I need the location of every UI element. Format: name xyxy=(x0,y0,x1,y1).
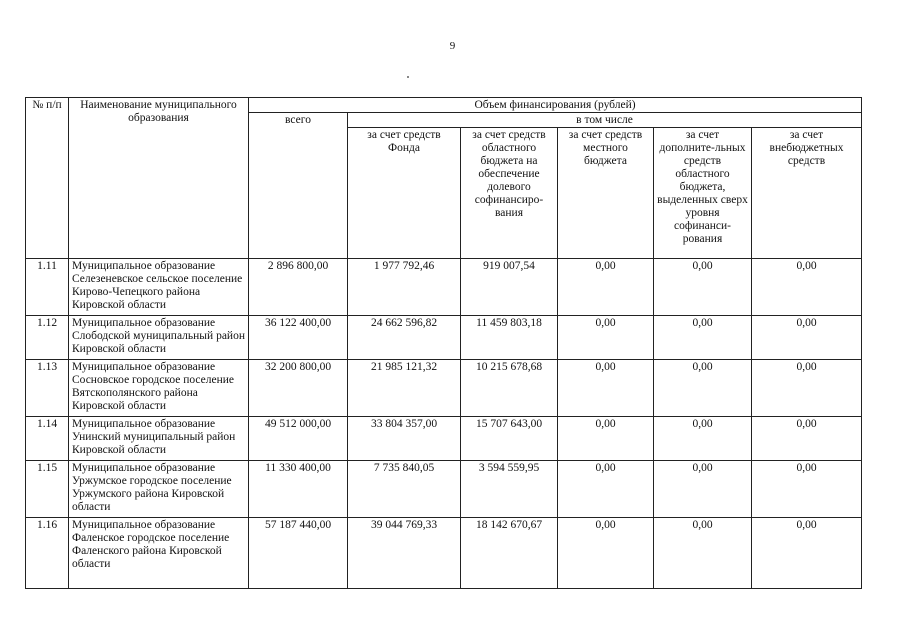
total-value: 2 896 800,00 xyxy=(249,259,348,316)
table-row xyxy=(26,461,862,518)
fund-value: 21 985 121,32 xyxy=(348,360,461,417)
total-value: 36 122 400,00 xyxy=(249,316,348,360)
additional-regional-value: 0,00 xyxy=(654,518,752,589)
regional-cofinancing-value: 3 594 559,95 xyxy=(461,461,558,518)
additional-regional-value: 0,00 xyxy=(654,360,752,417)
local-budget-value: 0,00 xyxy=(558,360,654,417)
header-regional-cofinancing: за счет средств областного бюджета на обеспечение долевого софинансиро-вания xyxy=(461,128,558,259)
local-budget-value: 0,00 xyxy=(558,259,654,316)
regional-cofinancing-value: 10 215 678,68 xyxy=(461,360,558,417)
total-value: 49 512 000,00 xyxy=(249,417,348,461)
local-budget-value: 0,00 xyxy=(558,518,654,589)
header-financing-volume: Объем финансирования (рублей) xyxy=(249,98,862,113)
local-budget-value: 0,00 xyxy=(558,461,654,518)
row-number: 1.15 xyxy=(26,461,69,518)
total-value: 11 330 400,00 xyxy=(249,461,348,518)
header-name: Наименование муниципального образования xyxy=(69,98,249,259)
fund-value: 1 977 792,46 xyxy=(348,259,461,316)
fund-value: 24 662 596,82 xyxy=(348,316,461,360)
table-row xyxy=(26,360,862,417)
regional-cofinancing-value: 15 707 643,00 xyxy=(461,417,558,461)
extrabudgetary-value: 0,00 xyxy=(752,417,862,461)
total-value: 57 187 440,00 xyxy=(249,518,348,589)
extrabudgetary-value: 0,00 xyxy=(752,316,862,360)
header-additional-regional: за счет дополните-льных средств областного бюджета, выделенных сверх уровня софинанси-рования xyxy=(654,128,752,259)
table-row xyxy=(26,316,862,360)
fund-value: 7 735 840,05 xyxy=(348,461,461,518)
additional-regional-value: 0,00 xyxy=(654,316,752,360)
fund-value: 33 804 357,00 xyxy=(348,417,461,461)
municipality-name: Муниципальное образование Фаленское городское поселение Фаленского района Кировской области xyxy=(69,518,249,589)
extrabudgetary-value: 0,00 xyxy=(752,518,862,589)
header-fund: за счет средств Фонда xyxy=(348,128,461,259)
row-number: 1.16 xyxy=(26,518,69,589)
extrabudgetary-value: 0,00 xyxy=(752,461,862,518)
row-number: 1.12 xyxy=(26,316,69,360)
table-row xyxy=(26,417,862,461)
table-row xyxy=(26,518,862,589)
extrabudgetary-value: 0,00 xyxy=(752,259,862,316)
header-number: № п/п xyxy=(26,98,69,259)
regional-cofinancing-value: 11 459 803,18 xyxy=(461,316,558,360)
page-number: 9 xyxy=(449,40,456,52)
municipality-name: Муниципальное образование Унинский муниципальный район Кировской области xyxy=(69,417,249,461)
municipality-name: Муниципальное образование Селезеневское сельское поселение Кирово-Чепецкого района Кировской области xyxy=(69,259,249,316)
regional-cofinancing-value: 919 007,54 xyxy=(461,259,558,316)
table-row xyxy=(26,259,862,316)
scan-speck xyxy=(407,76,409,78)
total-value: 32 200 800,00 xyxy=(249,360,348,417)
row-number: 1.14 xyxy=(26,417,69,461)
header-extrabudgetary: за счет внебюджетных средств xyxy=(752,128,862,259)
additional-regional-value: 0,00 xyxy=(654,417,752,461)
additional-regional-value: 0,00 xyxy=(654,259,752,316)
additional-regional-value: 0,00 xyxy=(654,461,752,518)
regional-cofinancing-value: 18 142 670,67 xyxy=(461,518,558,589)
header-local-budget: за счет средств местного бюджета xyxy=(558,128,654,259)
municipality-name: Муниципальное образование Уржумское городское поселение Уржумского района Кировской области xyxy=(69,461,249,518)
local-budget-value: 0,00 xyxy=(558,417,654,461)
header-including: в том числе xyxy=(348,113,862,128)
header-total: всего xyxy=(249,113,348,259)
municipality-name: Муниципальное образование Сосновское городское поселение Вятскополянского района Кировской области xyxy=(69,360,249,417)
row-number: 1.11 xyxy=(26,259,69,316)
financing-table xyxy=(25,97,862,589)
row-number: 1.13 xyxy=(26,360,69,417)
local-budget-value: 0,00 xyxy=(558,316,654,360)
fund-value: 39 044 769,33 xyxy=(348,518,461,589)
extrabudgetary-value: 0,00 xyxy=(752,360,862,417)
municipality-name: Муниципальное образование Слободской муниципальный район Кировской области xyxy=(69,316,249,360)
